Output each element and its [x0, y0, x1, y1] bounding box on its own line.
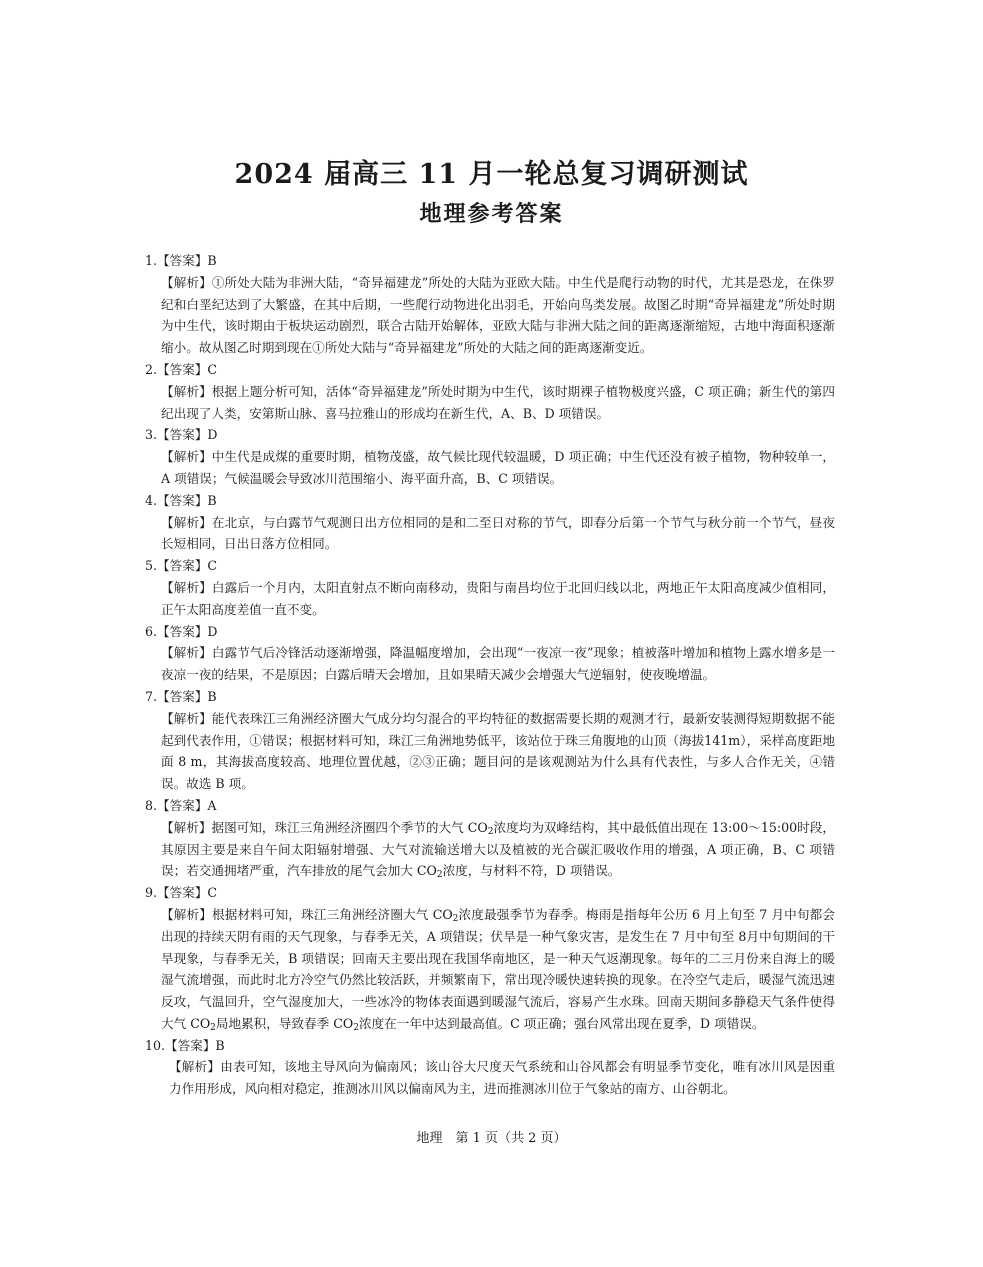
answer-label: 【答案】B [157, 688, 217, 704]
page-footer: 地理 第 1 页（共 2 页） [416, 1131, 567, 1146]
answer-list [145, 250, 835, 1100]
answer-label: 【答案】C [157, 885, 218, 901]
analysis-text: 【解析】根据上题分析可知，活体“奇异福建龙”所处时期为中生代，该时期裸子植物极度兴盛，C 项正确；新生代的第四纪出现了人类，安第斯山脉、喜马拉雅山的形成均在新生代，A、B、D 项错误。 [161, 383, 835, 421]
answer-item-8 [145, 795, 835, 882]
answer-label: 【答案】C [157, 558, 218, 574]
analysis-text: 【解析】白露后一个月内，太阳直射点不断向南移动，贵阳与南昌均位于北回归线以北，两地正午太阳高度减少值相同，正午太阳高度差值一直不变。 [161, 579, 835, 617]
answer-item-7 [145, 686, 835, 795]
page-subtitle: 地理参考答案 [419, 201, 564, 227]
analysis-text: 【解析】根据材料可知，珠江三角洲经济圈大气 $CO_2$浓度最强季节为春季。梅雨是指每年公历 6 月上旬至 7 月中旬都会出现的持续天阴有雨的天气现象，与春季无关，A 项错误；伏旱是一种气象灾害，是发生在 7 月中旬至 8月中旬期间的干旱现象，与春季无关，B 项错误；回南天主要出现在我国华南地区，是一种天气返潮现象。每年的二三月份来自海上的暖湿气流增强，而此时北方冷空气仍然比较活跃，并频繁南下，常出现冷暖快速转换的现象。在冷空气走后，暖湿气流迅速反攻，气温回升，空气湿度加大，一些冰冷的物体表面遇到暖湿气流后，容易产生水珠。回南天期间多静稳天气条件使得大气 $CO_2$局地累积，导致春季 $CO_2$浓度在一年中达到最高值。C 项正确；强台风常出现在夏季，D 项错误。 [161, 906, 835, 1033]
question-number: 9. [145, 885, 158, 901]
question-number: 2. [145, 361, 158, 377]
answer-label: 【答案】B [157, 253, 217, 268]
answer-label: 【答案】C [157, 361, 218, 377]
answer-item-9 [145, 882, 835, 1035]
answer-item-1 [145, 250, 835, 359]
answer-item-4 [145, 490, 835, 555]
answer-label: 【答案】D [157, 623, 218, 639]
page-title: 2024 届高三 11 月一轮总复习调研测试 [234, 159, 749, 190]
analysis-text: 【解析】据图可知，珠江三角洲经济圈四个季节的大气 $CO_2$浓度均为双峰结构，其中最低值出现在 13:00～15:00时段，其原因主要是来自午间太阳辐射增强、大气对流输送增大以及植被的光合碳汇吸收作用的增强，A 项正确，B、C 项错误；若交通拥堵严重，汽车排放的尾气会加大 $CO_2$浓度，与材料不符，D 项错误。 [161, 819, 835, 881]
analysis-text: 【解析】由表可知，该地主导风向为偏南风；该山谷大尺度天气系统和山谷风都会有明显季节变化，唯有冰川风是因重力作用形成，风向相对稳定，推测冰川风以偏南风为主，进而推测冰川位于气象站的南方、山谷朝北。 [169, 1059, 835, 1097]
question-number: 8. [145, 797, 158, 813]
question-number: 5. [145, 558, 158, 574]
analysis-text: 【解析】①所处大陆为非洲大陆，“奇异福建龙”所处的大陆为亚欧大陆。中生代是爬行动物的时代，尤其是恐龙，在侏罗纪和白垩纪达到了大繁盛，在其中后期，一些爬行动物进化出羽毛，开始向鸟类发展。故图乙时期“奇异福建龙”所处时期为中生代，该时期由于板块运动剧烈，联合古陆开始解体，亚欧大陆与非洲大陆之间的距离逐渐缩短，古地中海面积逐渐缩小。故从图乙时期到现在①所处大陆与“奇异福建龙”所处的大陆之间的距离逐渐变近。 [161, 274, 835, 356]
question-number: 1. [145, 253, 158, 268]
question-number: 3. [145, 427, 158, 443]
analysis-text: 【解析】在北京，与白露节气观测日出方位相同的是和二至日对称的节气，即春分后第一个节气与秋分前一个节气，昼夜长短相同，日出日落方位相同。 [161, 514, 835, 552]
answer-item-5 [145, 555, 835, 620]
answer-item-2 [145, 359, 835, 424]
question-number: 10. [145, 1037, 166, 1053]
answer-label: 【答案】B [157, 492, 217, 508]
question-number: 7. [145, 688, 158, 704]
answer-item-10 [145, 1035, 835, 1100]
answer-label: 【答案】D [157, 427, 218, 443]
question-number: 6. [145, 623, 158, 639]
analysis-text: 【解析】能代表珠江三角洲经济圈大气成分均匀混合的平均特征的数据需要长期的观测才行，最新安装测得短期数据不能起到代表作用，①错误；根据材料可知，珠江三角洲地势低平，该站位于珠三角腹地的山顶（海拔141m），采样高度距地面 8 m，其海拔高度较高、地理位置优越，②③正确；题目问的是该观测站为什么具有代表性，与多人合作无关，④错误。故选 B 项。 [161, 710, 835, 792]
analysis-text: 【解析】白露节气后冷锋活动逐渐增强，降温幅度增加，会出现“一夜凉一夜”现象；植被落叶增加和植物上露水增多是一夜凉一夜的结果，不是原因；白露后晴天会增加，且如果晴天减少会增强大气逆辐射，使夜晚增温。 [161, 645, 835, 683]
question-number: 4. [145, 492, 158, 508]
analysis-text: 【解析】中生代是成煤的重要时期，植物茂盛，故气候比现代较温暖，D 项正确；中生代还没有被子植物，物种较单一，A 项错误；气候温暖会导致冰川范围缩小、海平面升高，B、C 项错误。 [161, 449, 835, 486]
answer-item-3 [145, 424, 835, 489]
answer-label: 【答案】A [157, 797, 217, 813]
answer-label: 【答案】B [165, 1037, 225, 1053]
answer-item-6 [145, 621, 835, 686]
